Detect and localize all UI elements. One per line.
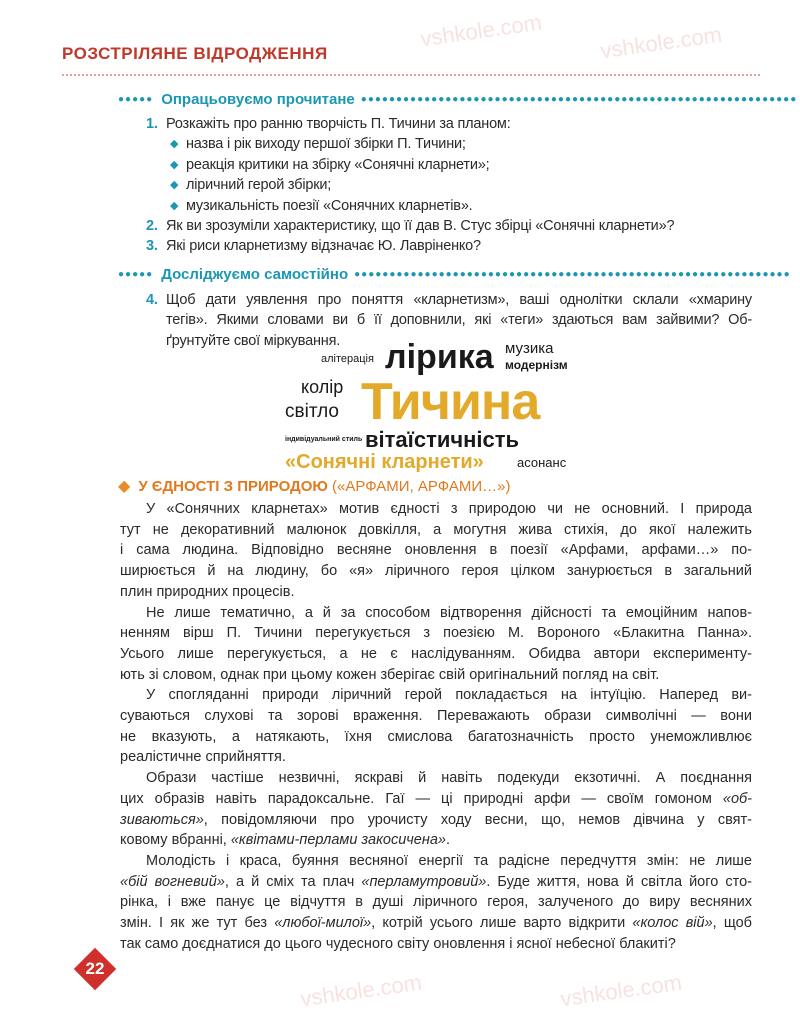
text-segment: , котрій усього лише варто відкрити — [371, 915, 633, 932]
running-header: РОЗСТРІЛЯНЕ ВІДРОДЖЕННЯ — [62, 44, 328, 63]
tag: колір — [301, 377, 344, 397]
text-segment: цих образів навіть парадоксальне. Гаї — ці природні арфи — своїм гомоном — [120, 790, 723, 807]
tag: вітаїстичність — [365, 427, 520, 452]
question-number: 1. — [146, 116, 158, 132]
bullet-text: музикальність поезії «Сонячних кларнетів». — [186, 197, 473, 214]
section-title: У ЄДНОСТІ З ПРИРОДОЮ — [138, 478, 328, 495]
text-segment: не вказують, а натякають, їхня смислова багатозначність просто унеможливлює — [120, 728, 752, 745]
text-line — [120, 540, 752, 561]
tag: алітерація — [321, 353, 374, 365]
text-segment: змін. І як же тут без — [120, 915, 275, 932]
question-text-line: ґрунтуйте свої міркування. — [166, 332, 341, 349]
watermark-text: vshkole.com — [598, 21, 724, 64]
body-text — [120, 499, 752, 954]
text-line — [120, 934, 752, 955]
text-segment: ють зі словом, однак при цьому кожен зберігає свій оригінальний погляд на світ. — [120, 666, 660, 683]
list-item — [148, 155, 752, 175]
diamond-bullet-icon: ◆ — [170, 138, 179, 151]
text-segment: Образи частіше незвичні, яскраві й навіть подекуди екзотичні. А поєднання — [146, 770, 752, 787]
text-segment: Не лише тематично, а й за способом відтворення дійсності та емоційним напов- — [146, 604, 752, 621]
text-segment: ковому вбранні, — [120, 832, 231, 849]
text-segment: У спогляданні природи ліричний герой покладається на інтуїцію. Наперед ви- — [146, 687, 752, 704]
quote-italic: зиваються» — [120, 811, 204, 828]
list-item — [148, 175, 752, 195]
question-text-line: тегів». Якими словами ви б її доповнили, які «теги» здаються вам зайвими? Об- — [166, 312, 752, 329]
text-line — [120, 623, 752, 644]
text-line — [120, 768, 752, 789]
text-segment: тут не декоративний малюнок довкілля, а могутня жива стихія, до якої належить — [120, 521, 752, 538]
question-text: Як ви зрозуміли характеристику, що її дав В. Стус збірці «Сонячні кларнети»? — [166, 218, 675, 235]
text-line — [120, 810, 752, 831]
diamond-bullet-icon: ◆ — [170, 158, 179, 171]
dots-decoration: ●●●●●●●●●●●●●●●●●●●●●●●●●●●●●●●●●●●●●●●●●●●●●●●●●●●●●●●●●●●●●● — [360, 94, 798, 105]
text-segment: плин природних процесів. — [120, 583, 295, 600]
tag: музика — [505, 340, 554, 357]
text-line — [120, 872, 752, 893]
tag: світло — [285, 401, 339, 422]
quote-italic: «об- — [722, 790, 752, 807]
text-line — [120, 913, 752, 934]
text-segment: , щоб — [712, 915, 752, 932]
question-text-line: Щоб дати уявлення про поняття «кларнетизм», ваші однолітки склали «хмарину — [166, 292, 752, 308]
question-3 — [148, 236, 752, 256]
bullet-text: реакція критики на збірку «Сонячні кларнети»; — [186, 156, 490, 173]
page-number: 22 — [85, 959, 105, 978]
text-segment: ненням вірш П. Тичини перегукується з поезією М. Вороного «Блакитна Панна». — [120, 625, 752, 642]
text-segment: реалістичне сприйняття. — [120, 749, 286, 766]
quote-italic: «любої-милої» — [274, 915, 372, 932]
question-2 — [148, 216, 752, 236]
section-heading-processing — [118, 91, 798, 108]
text-segment: . Буде життя, нова й світла його сто- — [486, 873, 752, 890]
text-line — [120, 499, 752, 520]
text-segment: , повідомляючи про урочисту ходу весни, що, немов дівчина у свят- — [203, 811, 752, 828]
watermark-text: vshkole.com — [298, 969, 424, 1012]
question-number: 4. — [146, 292, 158, 308]
bullet-text: назва і рік виходу першої збірки П. Тичини; — [186, 136, 466, 153]
text-line — [120, 644, 752, 665]
tag: модернізм — [505, 358, 568, 372]
bullet-text: ліричний герой збірки; — [186, 177, 332, 194]
diamond-icon: ◆ — [118, 478, 131, 495]
text-segment: . — [445, 832, 451, 849]
text-line — [120, 582, 752, 603]
dots-decoration: ●●●●●●●●●●●●●●●●●●●●●●●●●●●●●●●●●●●●●●●●●●●●●●●●●●●●●●●●●●●●●● — [354, 269, 791, 280]
text-line — [120, 561, 752, 582]
diamond-bullet-icon: ◆ — [170, 179, 179, 192]
text-line — [120, 789, 752, 810]
quote-italic: «колос вій» — [632, 915, 713, 932]
list-item — [148, 196, 752, 216]
tag-main: Тичина — [361, 373, 540, 431]
section-heading-nature — [118, 476, 510, 496]
tag: лірика — [385, 338, 494, 376]
text-segment: і сама людина. Відповідно весняне оновлення в поезії «Арфами, арфами…» по- — [120, 542, 752, 559]
text-line — [120, 830, 752, 851]
section-title: Опрацьовуємо прочитане — [161, 91, 355, 108]
list-item — [148, 134, 752, 154]
text-line — [120, 747, 752, 768]
watermark-text: vshkole.com — [418, 9, 544, 52]
text-segment: суваються слухові та зорові враження. Переважають образи символічні — вони — [120, 708, 752, 725]
quote-italic: «перламутровий» — [361, 873, 487, 890]
text-line — [120, 727, 752, 748]
question-number: 3. — [146, 238, 158, 255]
tag-cloud — [285, 338, 585, 473]
section-heading-research — [118, 266, 791, 283]
section-title: Досліджуємо самостійно — [161, 266, 349, 283]
text-line — [120, 851, 752, 872]
text-line — [120, 706, 752, 727]
quote-italic: «квітами-перлами закосичена» — [230, 832, 446, 849]
diamond-bullet-icon: ◆ — [170, 199, 179, 212]
dots-decoration: ●●●●● — [118, 269, 154, 280]
question-1 — [148, 114, 752, 134]
text-line — [120, 665, 752, 686]
text-segment: , а й сміх та плач — [224, 873, 362, 890]
dots-decoration: ●●●●● — [118, 94, 154, 105]
text-segment: так само доєднатися до цього чудесного світу оновлення і ясної небесної блакиті? — [120, 935, 676, 952]
section-subtitle: («АРФАМИ, АРФАМИ…») — [332, 478, 511, 495]
quote-italic: «бій вогневий» — [120, 873, 225, 890]
text-line — [120, 685, 752, 706]
text-line — [120, 603, 752, 624]
watermark-text: vshkole.com — [558, 969, 684, 1012]
tag: «Сонячні кларнети» — [285, 451, 484, 473]
question-text: Розкажіть про ранню творчість П. Тичини за планом: — [166, 116, 511, 132]
tag: індивідуальний стиль — [285, 436, 363, 443]
question-text: Які риси кларнетизму відзначає Ю. Лавріненко? — [166, 238, 481, 255]
text-segment: У «Сонячних кларнетах» мотив єдності з природою чи не основний. І природа — [146, 501, 752, 517]
header-divider — [62, 74, 760, 76]
tag: асонанс — [517, 455, 567, 470]
page-number-badge — [74, 948, 116, 990]
text-line — [120, 892, 752, 913]
text-segment: Усього лише перегукується, а не є наслідуванням. Обидва автори експерименту- — [120, 645, 752, 662]
text-segment: Молодість і краса, буяння весняної енергії та радісне передчуття змін: не лише — [146, 852, 752, 869]
text-line — [120, 520, 752, 541]
question-number: 2. — [146, 218, 158, 235]
text-segment: ширюється й на людину, бо «я» ліричного героя цілком занурюється в загальний — [120, 563, 752, 580]
questions-list — [148, 114, 752, 257]
text-segment: рінка, і вже панує це відчуття в душі ліричного героя, залученого до виру весняних — [120, 894, 752, 911]
